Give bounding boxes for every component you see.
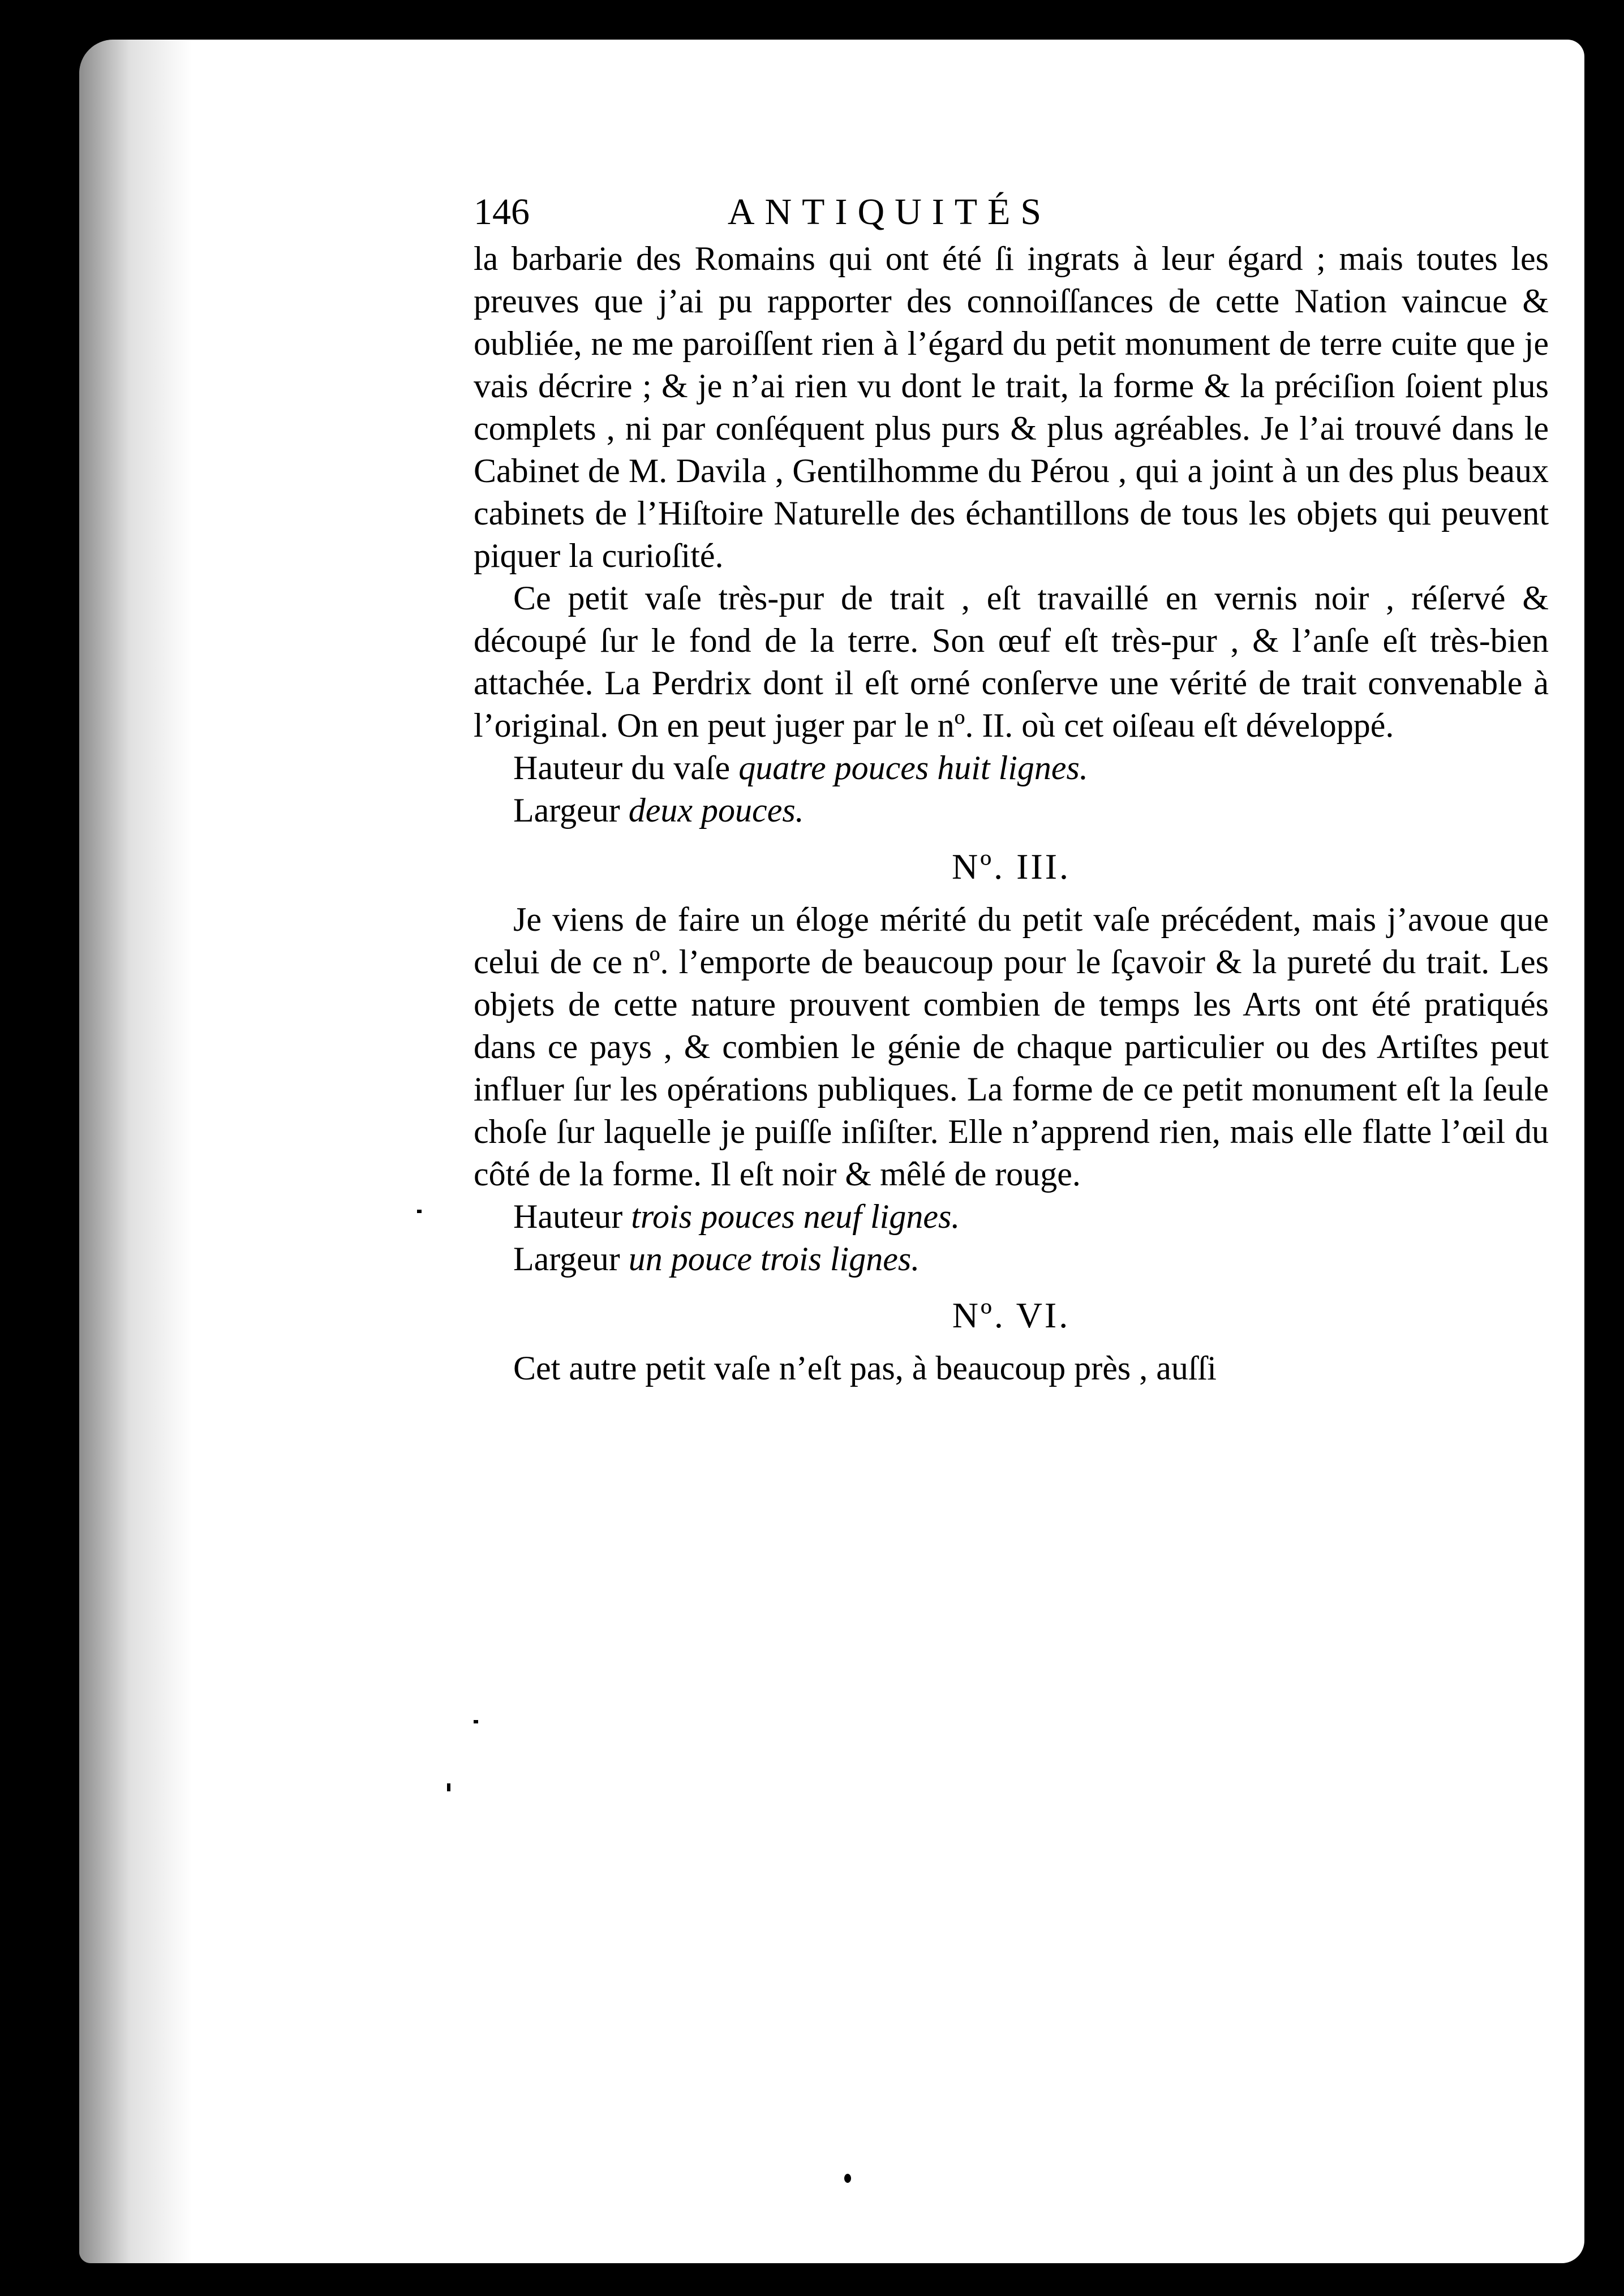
paragraph-3: Je viens de faire un éloge mérité du petit vaſe précédent, mais j’avoue que celui de ce nº. l’emporte de beaucoup pour le ſçavoir & la pureté du trait. Les objets de cette nature prouvent combien de temps les Arts ont été pratiqués dans ce pays , & combien le génie de chaque particulier ou des Artiſtes peut influer ſur les opérations publiques. La forme de ce petit monument eſt la ſeule choſe ſur laquelle je puiſſe inſiſter. Elle n’apprend rien, mais elle flatte l’œil du côté de la forme. Il eſt noir & mêlé de rouge. <box>474 901 1549 1193</box>
height-label: Hauteur du vaſe <box>513 749 731 786</box>
dimension-height-1 <box>474 747 1549 789</box>
dimension-width-1 <box>474 789 1549 832</box>
running-title: ANTIQUITÉS <box>727 191 1052 233</box>
width-value: un pouce trois lignes. <box>628 1240 920 1278</box>
paragraph-4: Cet autre petit vaſe n’eſt pas, à beaucoup près , auſſi <box>513 1349 1217 1387</box>
margin-dot <box>474 1720 478 1723</box>
page-number: 146 <box>474 191 530 233</box>
height-label: Hauteur <box>513 1198 623 1235</box>
margin-dot <box>417 1210 422 1213</box>
text-block <box>474 190 1549 1390</box>
height-value: quatre pouces huit lignes. <box>738 749 1088 786</box>
paragraph-2: Ce petit vaſe très-pur de trait , eſt travaillé en vernis noir , réſervé & découpé ſur le fond de la terre. Son œuf eſt très-pur , & l’anſe eſt très-bien attachée. La Perdrix dont il eſt orné conſerve une vérité de trait convenable à l’original. On en peut juger par le nº. II. où cet oiſeau eſt développé. <box>474 579 1549 744</box>
margin-dot <box>447 1783 450 1791</box>
page-header <box>474 190 1549 238</box>
dimension-width-2 <box>474 1238 1549 1280</box>
book-page <box>79 40 1584 2263</box>
section-heading-iii: Nº. III. <box>952 846 1071 887</box>
width-value: deux pouces. <box>628 792 804 829</box>
paragraph-1: la barbarie des Romains qui ont été ſi ingrats à leur égard ; mais toutes les preuves que j’ai pu rapporter des connoiſſances de cette Nation vaincue & oubliée, ne me paroiſſent rien à l’égard du petit monument de terre cuite que je vais décrire ; & je n’ai rien vu dont le trait, la forme & la préciſion ſoient plus complets , ni par conſéquent plus purs & plus agréables. Je l’ai trouvé dans le Cabinet de M. Davila , Gentilhomme du Pérou , qui a joint à un des plus beaux cabinets de l’Hiſtoire Naturelle des échantillons de tous les objets qui peuvent piquer la curioſité. <box>474 240 1549 574</box>
dimension-height-2 <box>474 1196 1549 1238</box>
height-value: trois pouces neuf lignes. <box>631 1198 960 1235</box>
width-label: Largeur <box>513 792 620 829</box>
ink-dot <box>844 2174 851 2183</box>
width-label: Largeur <box>513 1240 620 1278</box>
section-heading-vi: Nº. VI. <box>952 1295 1071 1335</box>
